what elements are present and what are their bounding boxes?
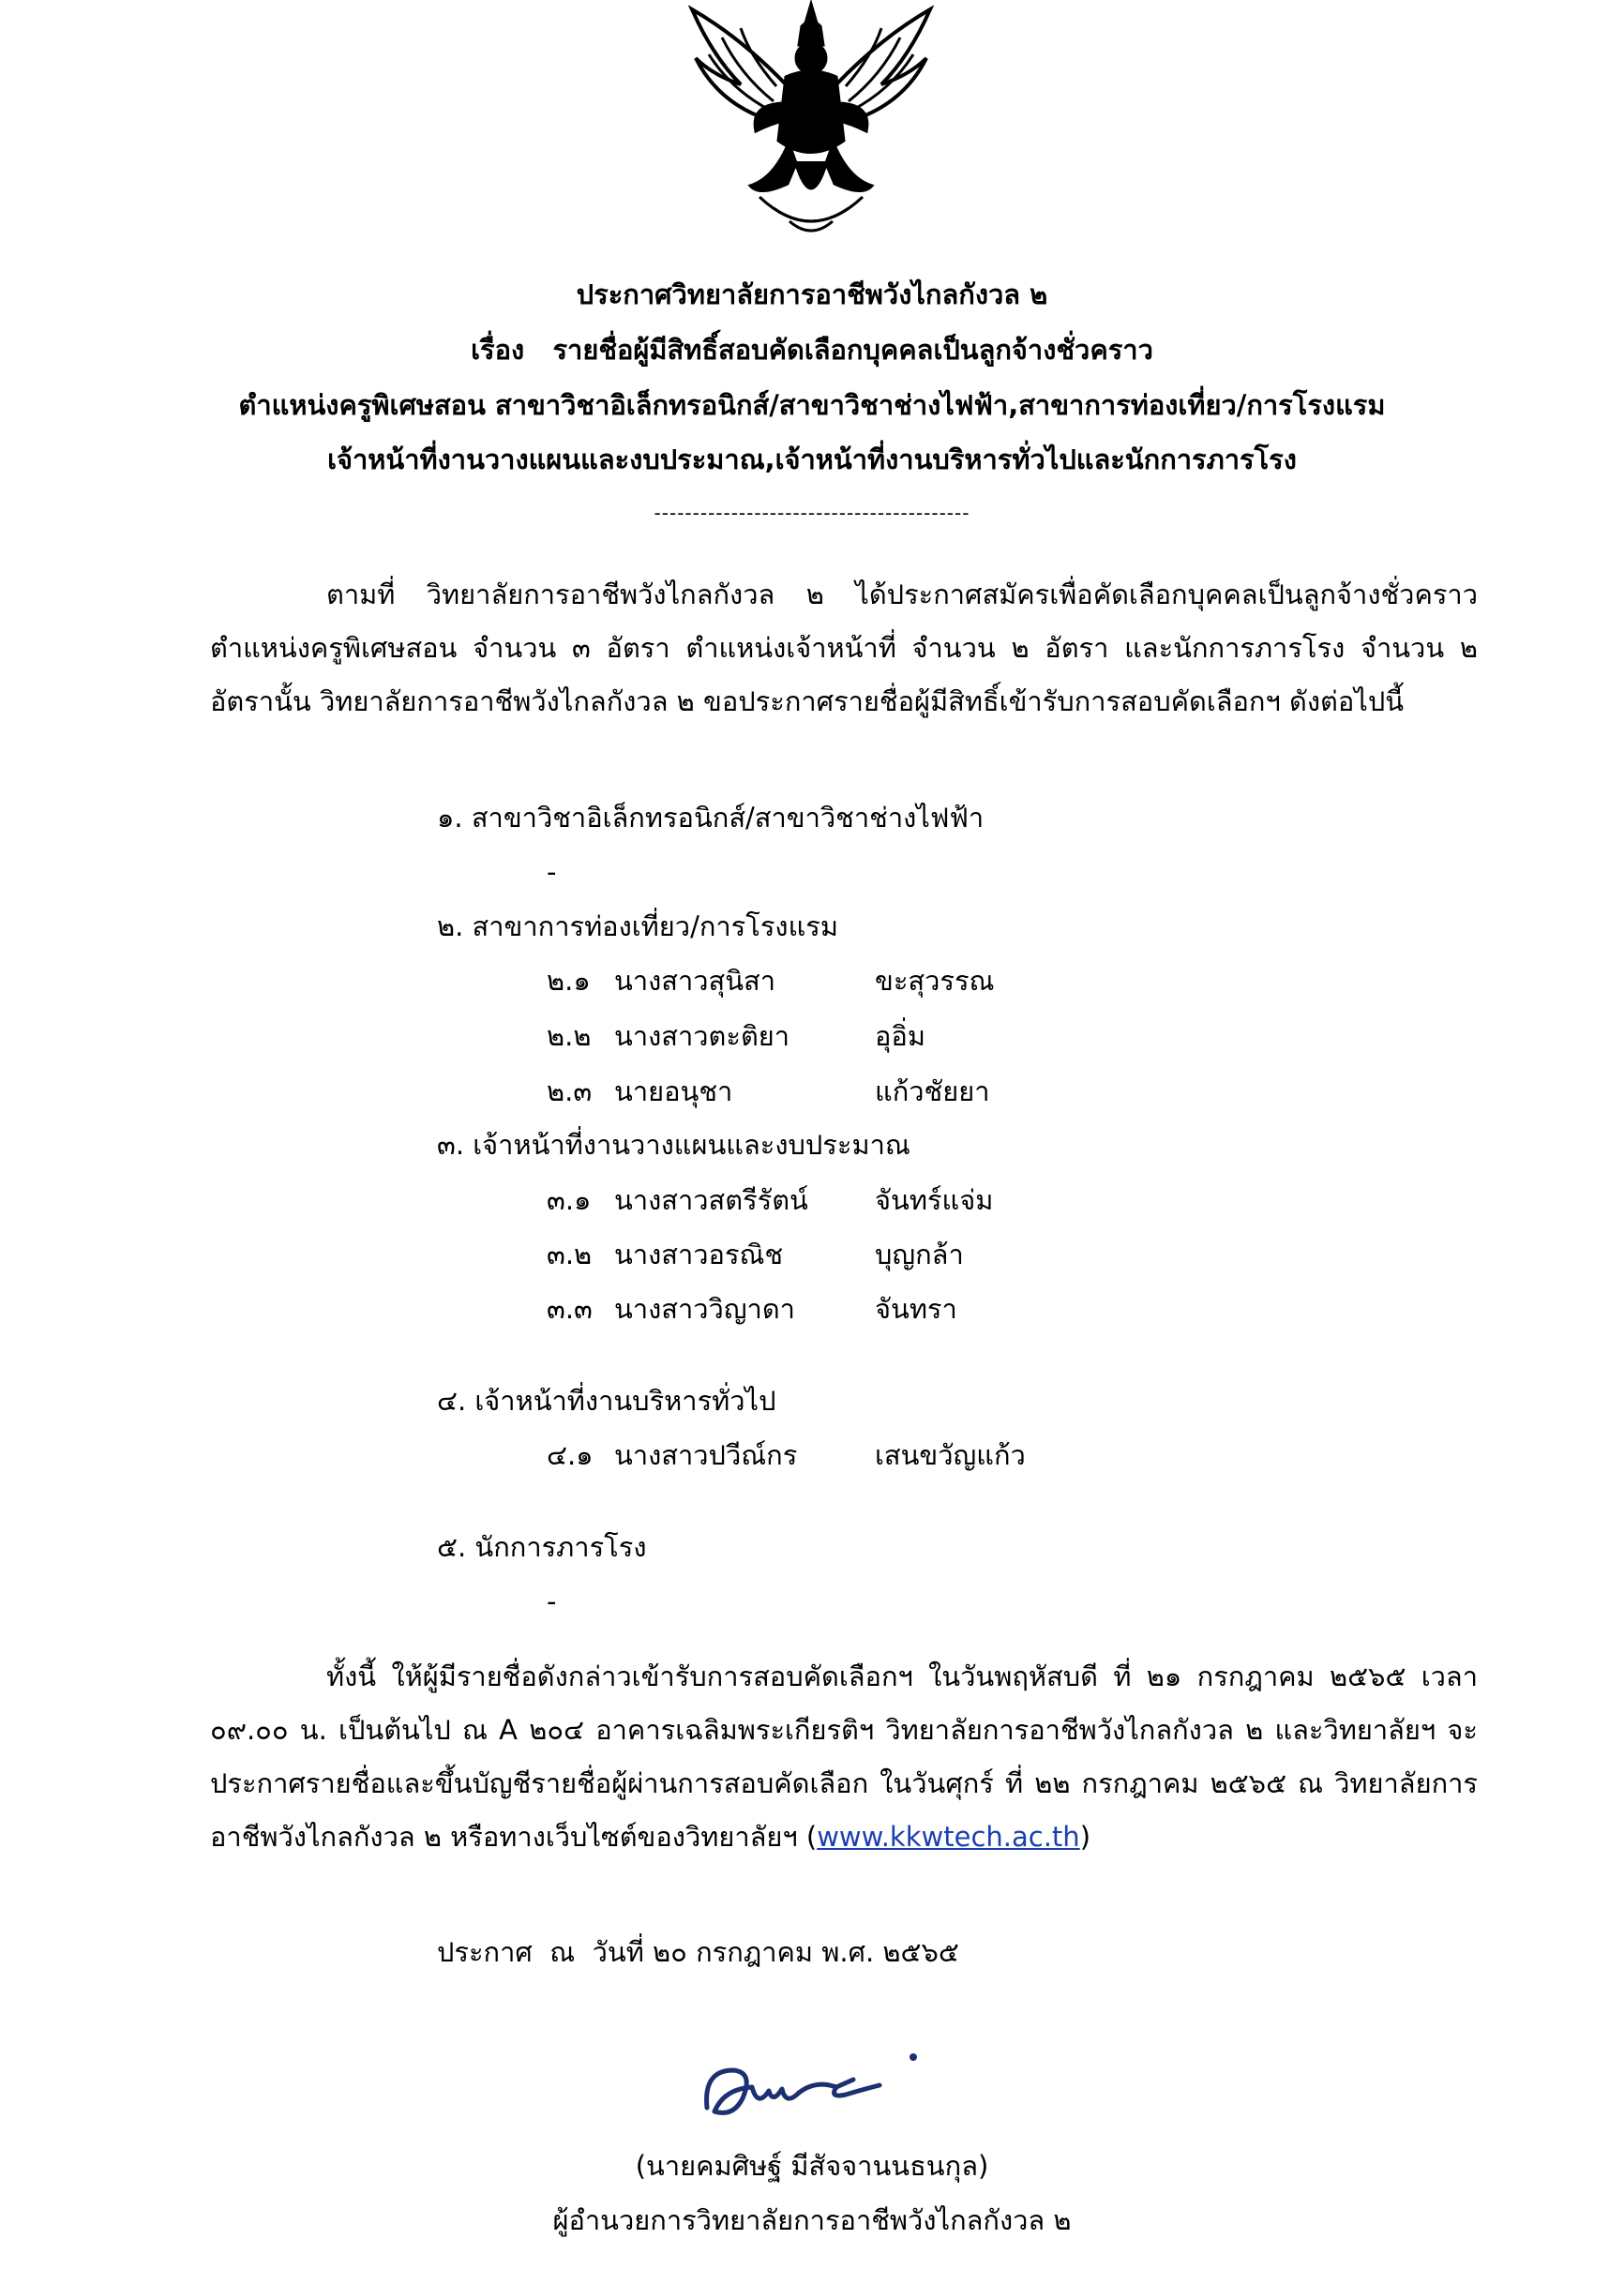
list-item-firstname: นางสาววิญาดา xyxy=(614,1293,795,1325)
handwritten-signature-icon xyxy=(696,2042,930,2136)
list-item-lastname: แก้วชัยยา xyxy=(875,1075,990,1107)
list-item-firstname: นายอนุชา xyxy=(614,1075,733,1107)
list-item-firstname: นางสาวปวีณ์กร xyxy=(614,1439,798,1471)
list-item-number: ๓.๓ xyxy=(547,1293,593,1325)
list-item-firstname: นางสาวสุนิสา xyxy=(614,965,776,997)
list-item-number: ๓.๒ xyxy=(547,1239,593,1270)
section-4-title: ๔. เจ้าหน้าที่งานบริหารทั่วไป xyxy=(437,1385,776,1417)
list-item-number: ๔.๑ xyxy=(547,1439,594,1471)
header-positions: ตำแหน่งครูพิเศษสอน สาขาวิชาอิเล็กทรอนิกส์/สาขาวิชาช่างไฟฟ้า,สาขาการท่องเที่ยว/การโรงแรม xyxy=(238,389,1386,421)
list-item-number: ๒.๒ xyxy=(547,1020,592,1052)
closing-paren: ) xyxy=(1079,1821,1091,1853)
section-1-empty: - xyxy=(547,856,557,888)
section-2-title: ๒. สาขาการท่องเที่ยว/การโรงแรม xyxy=(437,910,838,942)
closing-paragraph xyxy=(210,1650,1478,1864)
list-item-firstname: นางสาวสตรีรัตน์ xyxy=(614,1184,808,1216)
section-5-empty: - xyxy=(547,1585,557,1617)
list-item-lastname: จันทร์แจ่ม xyxy=(875,1184,994,1216)
signatory-position: ผู้อำนวยการวิทยาลัยการอาชีพวังไกลกังวล ๒ xyxy=(552,2204,1072,2236)
intro-text: ตามที่ วิทยาลัยการอาชีพวังไกลกังวล ๒ ได้ประกาศสมัครเพื่อคัดเลือกบุคคลเป็นลูกจ้างชั่วคราว ตำแหน่งครูพิเศษสอน จำนวน ๓ อัตรา ตำแหน่งเจ้าหน้าที่ จำนวน ๒ อัตรา และนักการภารโรง จำนวน ๒ อัตรานั้น วิทยาลัยการอาชีพวังไกลกังวล ๒ ขอประกาศรายชื่อผู้มีสิทธิ์เข้ารับการสอบคัดเลือกฯ ดังต่อไปนี้ xyxy=(210,579,1478,717)
closing-text: ทั้งนี้ ให้ผู้มีรายชื่อดังกล่าวเข้ารับการสอบคัดเลือกฯ ในวันพฤหัสบดี ที่ ๒๑ กรกฎาคม ๒๕๖๕ เวลา ๐๙.๐๐ น. เป็นต้นไป ณ A ๒๐๔ อาคารเฉลิมพระเกียรติฯ วิทยาลัยการอาชีพวังไกลกังวล ๒ และวิทยาลัยฯ จะประกาศรายชื่อและขึ้นบัญชีรายชื่อผู้ผ่านการสอบคัดเลือก ในวันศุกร์ ที่ ๒๒ กรกฎาคม ๒๕๖๕ ณ วิทยาลัยการอาชีพวังไกลกังวล ๒ หรือทางเว็บไซต์ของวิทยาลัยฯ ( xyxy=(210,1660,1478,1853)
section-5-title: ๕. นักการภารโรง xyxy=(437,1531,647,1563)
list-item-lastname: ขะสุวรรณ xyxy=(875,965,995,997)
list-item-number: ๒.๑ xyxy=(547,965,591,997)
signatory-name: (นายคมศิษฐ์ มีสัจจานนธนกุล) xyxy=(635,2150,989,2182)
subject-text: รายชื่อผู้มีสิทธิ์สอบคัดเลือกบุคคลเป็นลูกจ้างชั่วคราว xyxy=(552,334,1153,366)
intro-paragraph xyxy=(210,568,1478,729)
list-item-firstname: นางสาวตะติยา xyxy=(614,1020,790,1052)
list-item-lastname: จันทรา xyxy=(875,1293,957,1325)
list-item-lastname: อุอิ่ม xyxy=(875,1020,925,1052)
header-separator: ----------------------------------------- xyxy=(654,502,970,524)
list-item-lastname: บุญกล้า xyxy=(875,1239,964,1270)
garuda-emblem-icon xyxy=(684,0,938,246)
header-positions-2: เจ้าหน้าที่งานวางแผนและงบประมาณ,เจ้าหน้าที่งานบริหารทั่วไปและนักการภารโรง xyxy=(327,443,1297,475)
announce-at: ณ xyxy=(549,1936,576,1968)
section-3-title: ๓. เจ้าหน้าที่งานวางแผนและงบประมาณ xyxy=(437,1129,910,1161)
list-item-lastname: เสนขวัญแก้ว xyxy=(875,1439,1026,1471)
section-1-title: ๑. สาขาวิชาอิเล็กทรอนิกส์/สาขาวิชาช่างไฟฟ้า xyxy=(437,802,985,834)
announce-date-line xyxy=(437,1933,959,1971)
subject-label: เรื่อง xyxy=(471,334,525,366)
header-subject xyxy=(0,331,1624,368)
header-title: ประกาศวิทยาลัยการอาชีพวังไกลกังวล ๒ xyxy=(576,278,1048,310)
announce-label: ประกาศ xyxy=(437,1936,533,1968)
website-link[interactable]: www.kkwtech.ac.th xyxy=(817,1821,1080,1853)
list-item-firstname: นางสาวอรณิช xyxy=(614,1239,784,1270)
list-item-number: ๒.๓ xyxy=(547,1075,593,1107)
announce-date: วันที่ ๒๐ กรกฎาคม พ.ศ. ๒๕๖๕ xyxy=(592,1936,959,1968)
list-item-number: ๓.๑ xyxy=(547,1184,592,1216)
